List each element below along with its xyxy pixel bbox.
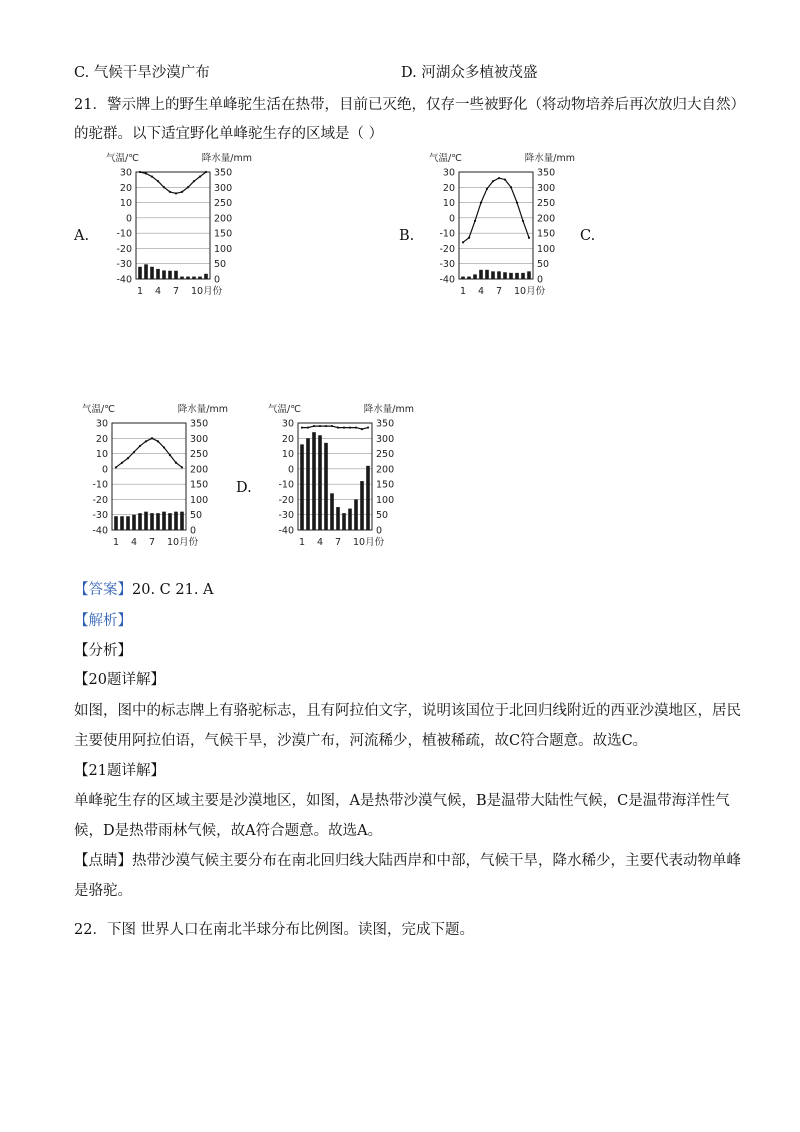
precip-tick-label: 300 xyxy=(214,182,233,194)
temperature-point xyxy=(343,426,345,428)
q20-explanation-2: 主要使用阿拉伯语，气候干旱，沙漠广布，河流稀少，植被稀疏，故C符合题意。故选C。 xyxy=(74,733,648,749)
precip-tick-label: 200 xyxy=(376,464,395,476)
temperature-point xyxy=(516,201,518,203)
precip-bar xyxy=(300,444,304,530)
precip-bar xyxy=(138,513,142,530)
temp-tick-label: -40 xyxy=(439,274,455,286)
precip-tick-label: 100 xyxy=(190,494,209,506)
temp-tick-label: -30 xyxy=(278,510,294,522)
precip-bar xyxy=(180,512,184,530)
precip-tick-label: 100 xyxy=(537,243,556,255)
dianjing-2: 是骆驼。 xyxy=(74,883,132,899)
month-tick-label: 10月份 xyxy=(191,286,223,297)
question-21-line2: 的驼群。以下适宜野化单峰驼生存的区域是（ ） xyxy=(74,126,384,142)
temperature-point xyxy=(480,201,482,203)
temp-tick-label: -30 xyxy=(439,259,455,271)
precip-tick-label: 250 xyxy=(537,198,556,210)
precip-tick-label: 150 xyxy=(376,479,395,491)
precip-bar xyxy=(336,507,340,530)
precip-bar xyxy=(509,273,513,279)
chart-frame xyxy=(459,172,533,279)
temperature-point xyxy=(163,446,165,448)
option-c: C. 气候干旱沙漠广布 xyxy=(74,65,210,81)
precip-bar xyxy=(360,481,364,530)
temperature-point xyxy=(193,180,195,182)
precip-tick-label: 350 xyxy=(190,418,209,430)
precip-bar xyxy=(348,509,352,530)
precip-bar xyxy=(168,513,172,530)
temperature-point xyxy=(157,440,159,442)
temperature-point xyxy=(486,188,488,190)
climate-chart-a xyxy=(104,152,254,302)
precip-tick-label: 50 xyxy=(190,510,203,522)
temp-tick-label: 0 xyxy=(101,464,108,476)
label-b: B. xyxy=(399,228,415,244)
precip-bar xyxy=(150,513,154,530)
precip-tick-label: 350 xyxy=(376,418,395,430)
temp-axis-title: 气温/℃ xyxy=(429,153,462,164)
temperature-point xyxy=(528,237,530,239)
precip-bar xyxy=(521,273,525,279)
q20-explanation-1: 如图，图中的标志牌上有骆驼标志，且有阿拉伯文字，说明该国位于北回归线附近的西亚沙漠地区，居民 xyxy=(74,703,741,719)
temp-tick-label: 0 xyxy=(448,213,455,225)
temperature-point xyxy=(367,426,369,428)
precip-tick-label: 50 xyxy=(537,259,550,271)
temp-tick-label: -10 xyxy=(92,479,108,491)
precip-bar xyxy=(180,277,184,279)
precip-bar xyxy=(156,513,160,530)
temp-tick-label: 30 xyxy=(442,167,455,179)
precip-bar xyxy=(461,277,465,279)
temp-tick-label: -10 xyxy=(439,228,455,240)
option-d: D. 河湖众多植被茂盛 xyxy=(401,65,538,81)
temp-tick-label: -30 xyxy=(116,259,132,271)
precip-bar xyxy=(168,271,172,279)
temp-axis-title: 气温/℃ xyxy=(268,404,301,415)
precip-bar xyxy=(318,435,322,530)
temp-tick-label: 20 xyxy=(119,182,132,194)
temp-tick-label: 0 xyxy=(125,213,132,225)
precip-tick-label: 350 xyxy=(537,167,556,179)
precip-tick-label: 150 xyxy=(537,228,556,240)
precip-bar xyxy=(162,270,166,279)
temperature-point xyxy=(522,220,524,222)
precip-tick-label: 50 xyxy=(214,259,227,271)
precip-bar xyxy=(126,516,130,530)
precip-tick-label: 50 xyxy=(376,510,389,522)
month-tick-label: 10月份 xyxy=(514,286,546,297)
precip-tick-label: 300 xyxy=(537,182,556,194)
temperature-point xyxy=(313,425,315,427)
temperature-point xyxy=(175,462,177,464)
fenxi-heading: 【分析】 xyxy=(74,643,132,659)
precip-bar xyxy=(138,267,142,279)
temperature-point xyxy=(169,191,171,193)
temperature-point xyxy=(361,428,363,430)
temperature-point xyxy=(199,175,201,177)
temperature-point xyxy=(205,171,207,173)
temperature-point xyxy=(181,466,183,468)
temperature-point xyxy=(139,171,141,173)
precip-tick-label: 100 xyxy=(376,494,395,506)
temperature-point xyxy=(510,186,512,188)
temp-tick-label: -20 xyxy=(439,243,455,255)
precip-tick-label: 350 xyxy=(214,167,233,179)
climate-chart-d xyxy=(266,403,416,553)
temp-tick-label: -20 xyxy=(116,243,132,255)
temperature-line xyxy=(116,438,182,467)
month-tick-label: 1 xyxy=(113,537,120,548)
precip-bar xyxy=(306,438,310,530)
temp-tick-label: 10 xyxy=(442,198,455,210)
temperature-point xyxy=(474,220,476,222)
answer-line xyxy=(74,580,214,600)
q21-explanation-1: 单峰驼生存的区域主要是沙漠地区，如图，A是热带沙漠气候，B是温带大陆性气候，C是温带海洋性气 xyxy=(74,793,730,809)
temperature-point xyxy=(133,451,135,453)
temperature-point xyxy=(121,462,123,464)
question-22: 22．下图 世界人口在南北半球分布比例图。读图，完成下题。 xyxy=(74,922,475,938)
temp-tick-label: 10 xyxy=(281,449,294,461)
precip-bar xyxy=(485,270,489,279)
month-tick-label: 7 xyxy=(335,537,342,548)
precip-bar xyxy=(150,267,154,279)
temperature-point xyxy=(181,191,183,193)
temp-tick-label: -20 xyxy=(92,494,108,506)
answer-text: 20. C 21. A xyxy=(132,582,214,598)
precip-tick-label: 250 xyxy=(376,449,395,461)
temp-tick-label: 20 xyxy=(95,433,108,445)
temp-tick-label: 30 xyxy=(119,167,132,179)
precip-tick-label: 0 xyxy=(214,274,221,286)
precip-axis-title: 降水量/mm xyxy=(201,153,252,164)
precip-tick-label: 200 xyxy=(537,213,556,225)
temperature-point xyxy=(187,186,189,188)
precip-bar xyxy=(312,432,316,530)
precip-bar xyxy=(162,512,166,530)
temperature-point xyxy=(319,425,321,427)
month-tick-label: 4 xyxy=(317,537,324,548)
temperature-point xyxy=(127,457,129,459)
precip-bar xyxy=(330,493,334,530)
precip-bar xyxy=(503,272,507,279)
temp-axis-title: 气温/℃ xyxy=(82,404,115,415)
chart-frame xyxy=(136,172,210,279)
precip-bar xyxy=(366,466,370,530)
precip-bar xyxy=(491,271,495,279)
temperature-point xyxy=(145,172,147,174)
question-21-line1: 21．警示牌上的野生单峰驼生活在热带，目前已灭绝，仅存一些被野化（将动物培养后再次放归大自然） xyxy=(74,97,745,113)
month-tick-label: 4 xyxy=(155,286,162,297)
precip-bar xyxy=(324,443,328,530)
month-tick-label: 1 xyxy=(460,286,467,297)
precip-bar xyxy=(144,512,148,530)
temp-tick-label: -40 xyxy=(278,525,294,537)
climate-chart-b xyxy=(427,152,577,302)
precip-tick-label: 250 xyxy=(214,198,233,210)
precip-axis-title: 降水量/mm xyxy=(177,404,228,415)
temperature-point xyxy=(151,437,153,439)
label-a: A. xyxy=(74,228,90,244)
precip-bar xyxy=(479,270,483,279)
month-tick-label: 7 xyxy=(496,286,503,297)
precip-bar xyxy=(156,269,160,279)
month-tick-label: 4 xyxy=(131,537,138,548)
precip-tick-label: 200 xyxy=(190,464,209,476)
label-d: D. xyxy=(236,480,252,496)
precip-tick-label: 250 xyxy=(190,449,209,461)
dianjing-1: 【点睛】热带沙漠气候主要分布在南北回归线大陆西岸和中部，气候干旱，降水稀少，主要代表动物单峰 xyxy=(74,853,741,869)
temperature-point xyxy=(355,426,357,428)
temperature-point xyxy=(492,180,494,182)
precip-bar xyxy=(497,271,501,279)
precip-tick-label: 0 xyxy=(190,525,197,537)
temperature-line xyxy=(302,426,368,429)
month-tick-label: 10月份 xyxy=(353,537,385,548)
precip-bar xyxy=(527,271,531,279)
temperature-point xyxy=(115,466,117,468)
temp-tick-label: -20 xyxy=(278,494,294,506)
temp-tick-label: -40 xyxy=(116,274,132,286)
precip-tick-label: 300 xyxy=(376,433,395,445)
month-tick-label: 10月份 xyxy=(167,537,199,548)
month-tick-label: 1 xyxy=(137,286,144,297)
precip-bar xyxy=(354,499,358,530)
temperature-point xyxy=(145,440,147,442)
temperature-point xyxy=(157,180,159,182)
temp-tick-label: 10 xyxy=(95,449,108,461)
temperature-point xyxy=(169,454,171,456)
temperature-point xyxy=(331,425,333,427)
temp-tick-label: -40 xyxy=(92,525,108,537)
precip-bar xyxy=(174,512,178,530)
temp-axis-title: 气温/℃ xyxy=(106,153,139,164)
q21-heading: 【21题详解】 xyxy=(74,763,165,779)
temp-tick-label: -10 xyxy=(278,479,294,491)
temp-tick-label: -10 xyxy=(116,228,132,240)
precip-bar xyxy=(342,513,346,530)
temperature-point xyxy=(498,177,500,179)
precip-tick-label: 100 xyxy=(214,243,233,255)
temperature-point xyxy=(151,175,153,177)
precip-tick-label: 300 xyxy=(190,433,209,445)
temp-tick-label: 30 xyxy=(95,418,108,430)
month-tick-label: 4 xyxy=(478,286,485,297)
temp-tick-label: 30 xyxy=(281,418,294,430)
precip-bar xyxy=(120,516,124,530)
temp-tick-label: 20 xyxy=(442,182,455,194)
precip-tick-label: 150 xyxy=(190,479,209,491)
q21-explanation-2: 候，D是热带雨林气候，故A符合题意。故选A。 xyxy=(74,823,383,839)
temperature-point xyxy=(468,237,470,239)
temperature-point xyxy=(349,426,351,428)
q20-heading: 【20题详解】 xyxy=(74,672,165,688)
temp-tick-label: 10 xyxy=(119,198,132,210)
temperature-point xyxy=(139,445,141,447)
precip-bar xyxy=(473,274,477,279)
precip-bar xyxy=(186,277,190,279)
label-c-top: C. xyxy=(580,228,596,244)
temp-tick-label: 0 xyxy=(287,464,294,476)
temperature-point xyxy=(325,425,327,427)
climate-chart-c xyxy=(80,403,230,553)
precip-tick-label: 200 xyxy=(214,213,233,225)
precip-axis-title: 降水量/mm xyxy=(524,153,575,164)
month-tick-label: 1 xyxy=(299,537,306,548)
precip-bar xyxy=(174,271,178,279)
temperature-point xyxy=(301,426,303,428)
answer-tag: 【答案】 xyxy=(74,582,132,598)
temperature-point xyxy=(504,179,506,181)
temperature-point xyxy=(163,186,165,188)
precip-tick-label: 0 xyxy=(537,274,544,286)
temperature-line xyxy=(463,178,529,242)
precip-axis-title: 降水量/mm xyxy=(363,404,414,415)
precip-bar xyxy=(198,277,202,279)
month-tick-label: 7 xyxy=(149,537,156,548)
temperature-line xyxy=(140,172,206,193)
temp-tick-label: -30 xyxy=(92,510,108,522)
month-tick-label: 7 xyxy=(173,286,180,297)
temperature-point xyxy=(462,241,464,243)
precip-bar xyxy=(515,273,519,279)
analysis-tag: 【解析】 xyxy=(74,613,132,629)
precip-bar xyxy=(114,516,118,530)
precip-bar xyxy=(144,264,148,279)
precip-bar xyxy=(467,277,471,279)
precip-bar xyxy=(192,277,196,279)
precip-bar xyxy=(132,515,136,530)
temp-tick-label: 20 xyxy=(281,433,294,445)
precip-tick-label: 150 xyxy=(214,228,233,240)
precip-bar xyxy=(204,274,208,279)
temperature-point xyxy=(175,192,177,194)
temperature-point xyxy=(307,426,309,428)
temperature-point xyxy=(337,426,339,428)
precip-tick-label: 0 xyxy=(376,525,383,537)
